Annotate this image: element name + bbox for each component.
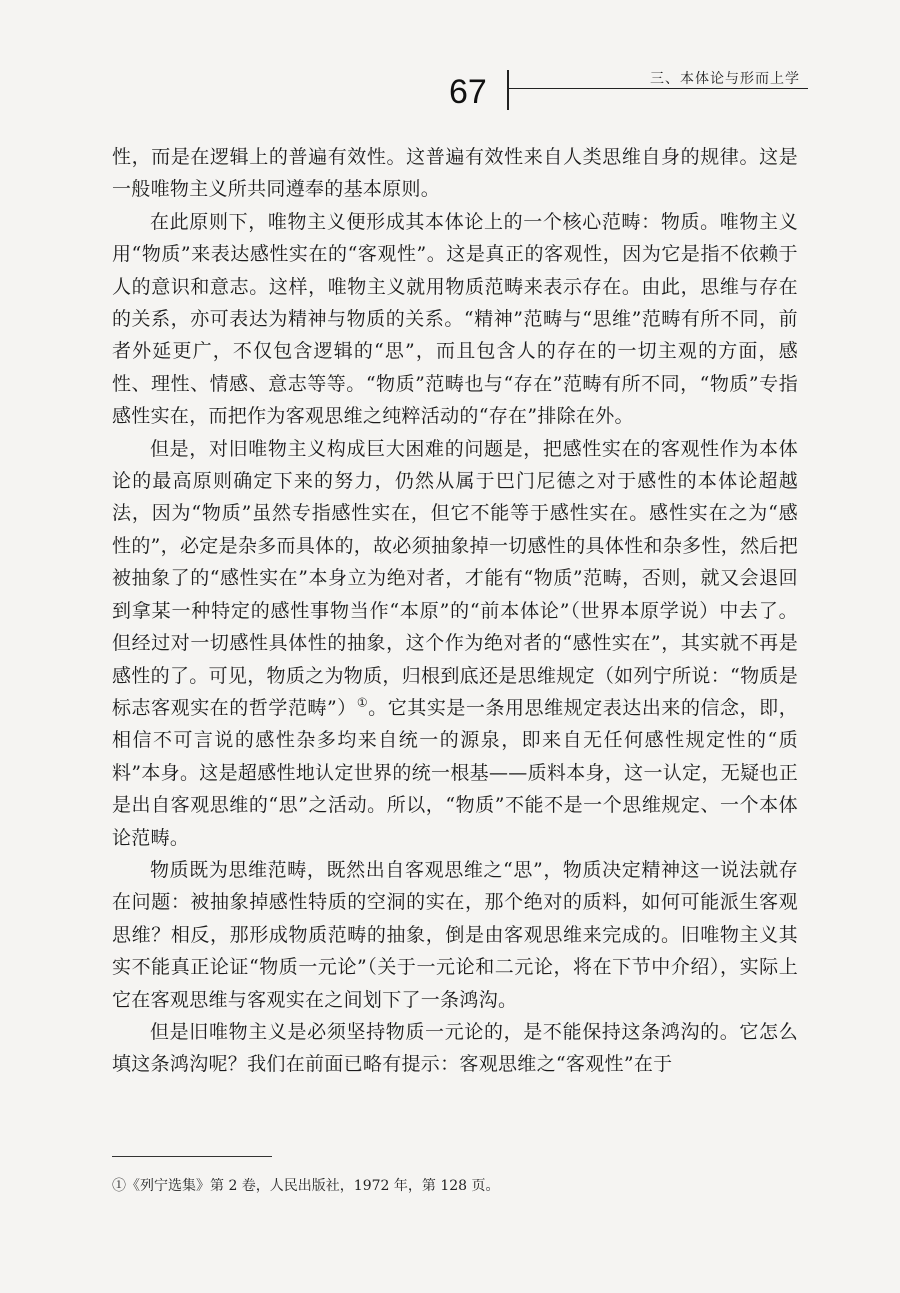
paragraph-4: 物质既为思维范畴，既然出自客观思维之“思”，物质决定精神这一说法就存在问题：被抽象掉感性特质的空洞的实在，那个绝对的质料，如何可能派生客观思维？相反，那形成物质范畴的抽象，倒是由客观思维来完成的。旧唯物主义其实不能真正论证“物质一元论”（关于一元论和二元论，将在下节中介绍），实际上它在客观思维与客观实在之间划下了一条鸿沟。 [112, 858, 798, 1011]
paragraph-3-after-note: 。它其实是一条用思维规定表达出来的信念，即，相信不可言说的感性杂多均来自统一的源泉，即来自无任何感性规定性的“质料”本身。这是超感性地认定世界的统一根基——质料本身，这一认定，无疑也正是出自客观思维的“思”之活动。所以，“物质”不能不是一个思维规定、一个本体论范畴。 [112, 696, 798, 849]
paragraph-1: 性，而是在逻辑上的普遍有效性。这普遍有效性来自人类思维自身的规律。这是一般唯物主义所共同遵奉的基本原则。 [112, 146, 798, 201]
header-divider [507, 70, 509, 110]
footnote-reference[interactable]: ① [356, 695, 369, 710]
paragraph-3 [112, 433, 798, 854]
header-rule [508, 88, 808, 89]
page-header [0, 62, 900, 122]
page-number: 67 [449, 73, 487, 111]
footnote: ①《列宁选集》第 2 卷，人民出版社，1972 年，第 128 页。 [112, 1178, 500, 1194]
footnote-rule [112, 1156, 272, 1157]
paragraph-3-before-note: 但是，对旧唯物主义构成巨大困难的问题是，把感性实在的客观性作为本体论的最高原则确定下来的努力，仍然从属于巴门尼德之对于感性的本体论超越法，因为“物质”虽然专指感性实在，但它不能等于感性实在。感性实在之为“感性的”，必定是杂多而具体的，故必须抽象掉一切感性的具体性和杂多性，然后把被抽象了的“感性实在”本身立为绝对者，才能有“物质”范畴，否则，就又会退回到拿某一种特定的感性事物当作“本原”的“前本体论”（世界本原学说）中去了。但经过对一切感性具体性的抽象，这个作为绝对者的“感性实在”，其实就不再是感性的了。可见，物质之为物质，归根到底还是思维规定（如列宁所说：“物质是标志客观实在的哲学范畴”） [112, 437, 798, 719]
paragraph-2: 在此原则下，唯物主义便形成其本体论上的一个核心范畴：物质。唯物主义用“物质”来表达感性实在的“客观性”。这是真正的客观性，因为它是指不依赖于人的意识和意志。这样，唯物主义就用物质范畴来表示存在。由此，思维与存在的关系，亦可表达为精神与物质的关系。“精神”范畴与“思维”范畴有所不同，前者外延更广，不仅包含逻辑的“思”，而且包含人的存在的一切主观的方面，感性、理性、情感、意志等等。“物质”范畴也与“存在”范畴有所不同，“物质”专指感性实在，而把作为客观思维之纯粹活动的“存在”排除在外。 [112, 210, 798, 428]
body-text [112, 141, 798, 1081]
paragraph-5: 但是旧唯物主义是必须坚持物质一元论的，是不能保持这条鸿沟的。它怎么填这条鸿沟呢？我们在前面已略有提示：客观思维之“客观性”在于 [112, 1020, 798, 1076]
running-title: 三、本体论与形而上学 [650, 71, 800, 87]
